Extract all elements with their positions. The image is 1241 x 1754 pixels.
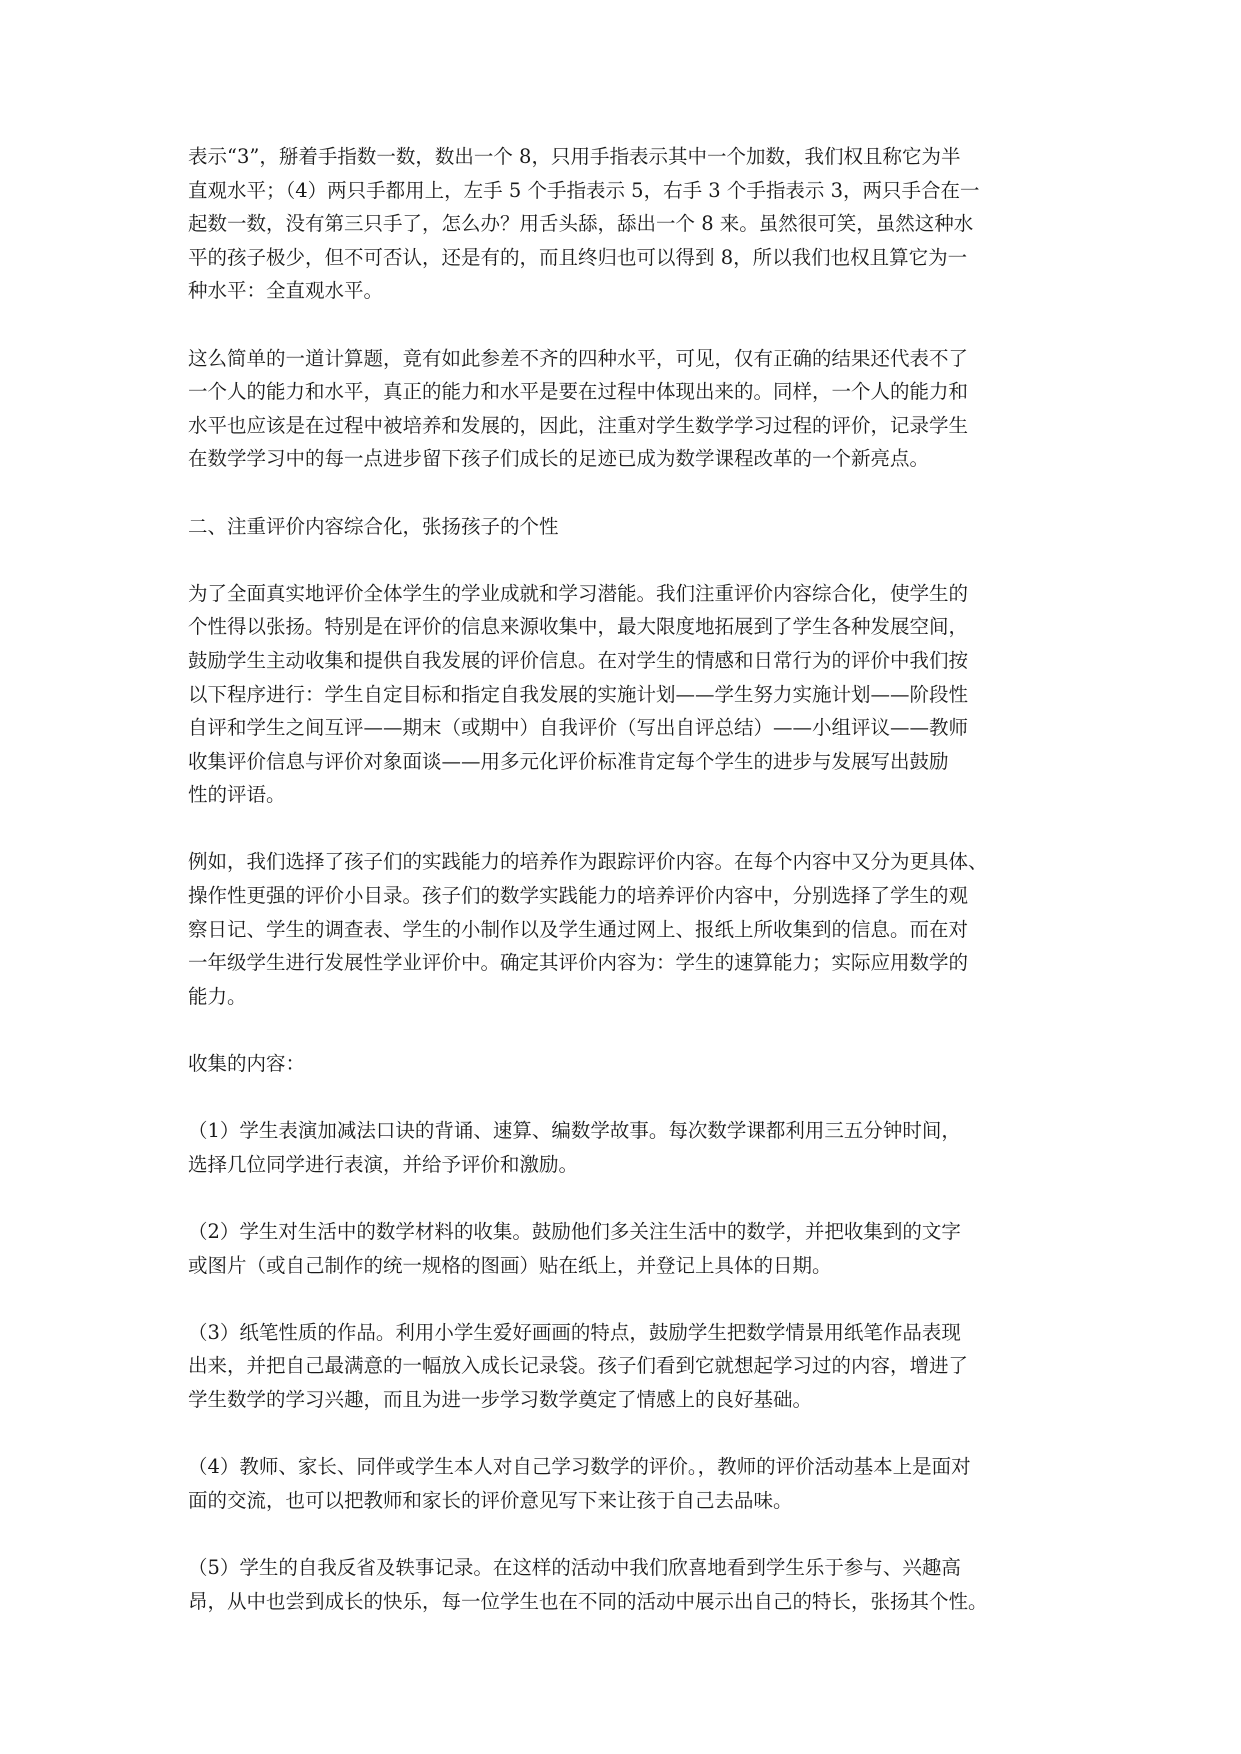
text-line: 察日记、学生的调查表、学生的小制作以及学生通过网上、报纸上所收集到的信息。而在对 <box>188 917 969 941</box>
text-line: 面的交流，也可以把教师和家长的评价意见写下来让孩于自己去品味。 <box>188 1488 793 1512</box>
paragraph-four-levels <box>188 342 1058 476</box>
text-line: （5）学生的自我反省及轶事记录。在这样的活动中我们欣喜地看到学生乐于参与、兴趣高 <box>188 1555 961 1579</box>
list-item-5 <box>188 1551 1058 1618</box>
section-heading <box>188 510 1058 544</box>
paragraph-example <box>188 845 1058 1013</box>
text-line: 选择几位同学进行表演，并给予评价和激励。 <box>188 1152 579 1176</box>
text-line: 个性得以张扬。特别是在评价的信息来源收集中，最大限度地拓展到了学生各种发展空间， <box>188 615 969 639</box>
text-line: 昂，从中也尝到成长的快乐，每一位学生也在不同的活动中展示出自己的特长，张扬其个性。 <box>188 1589 988 1613</box>
text-line: 一年级学生进行发展性学业评价中。确定其评价内容为：学生的速算能力；实际应用数学的 <box>188 951 969 975</box>
text-line: 能力。 <box>188 984 247 1008</box>
text-line: 起数一数，没有第三只手了，怎么办？用舌头舔，舔出一个 8 来。虽然很可笑，虽然这种水 <box>188 212 974 236</box>
text-line: 表示“3”，掰着手指数一数，数出一个 8，只用手指表示其中一个加数，我们权且称它为半 <box>188 145 961 168</box>
text-line: 操作性更强的评价小目录。孩子们的数学实践能力的培养评价内容中，分别选择了学生的观 <box>188 884 969 908</box>
text-line: （4）教师、家长、同伴或学生本人对自己学习数学的评价。，教师的评价活动基本上是面对 <box>188 1455 971 1479</box>
document-page <box>188 140 1058 1652</box>
text-line: （2）学生对生活中的数学材料的收集。鼓励他们多关注生活中的数学，并把收集到的文字 <box>188 1220 961 1243</box>
text-line: 水平也应该是在过程中被培养和发展的，因此，注重对学生数学学习过程的评价，记录学生 <box>188 413 969 437</box>
text-line: 或图片（或自己制作的统一规格的图画）贴在纸上，并登记上具体的日期。 <box>188 1253 832 1277</box>
paragraph-comprehensive-evaluation <box>188 577 1058 812</box>
list-item-3 <box>188 1316 1058 1417</box>
text-line: 收集评价信息与评价对象面谈——用多元化评价标准肯定每个学生的进步与发展写出鼓励 <box>188 749 949 773</box>
paragraph-continued-levels <box>188 140 1058 308</box>
text-line: 在数学学习中的每一点进步留下孩子们成长的足迹已成为数学课程改革的一个新亮点。 <box>188 447 930 471</box>
text-line: 一个人的能力和水平，真正的能力和水平是要在过程中体现出来的。同样，一个人的能力和 <box>188 380 969 404</box>
text-line: 鼓励学生主动收集和提供自我发展的评价信息。在对学生的情感和日常行为的评价中我们按 <box>188 648 969 672</box>
text-line: 收集的内容： <box>188 1052 306 1076</box>
text-line: 直观水平；（4）两只手都用上，左手 5 个手指表示 5，右手 3 个手指表示 3，两只手合在一 <box>188 178 980 202</box>
text-line: 种水平：全直观水平。 <box>188 279 384 303</box>
heading-text: 二、注重评价内容综合化，张扬孩子的个性 <box>188 514 559 538</box>
list-item-2 <box>188 1215 1058 1282</box>
text-line: 自评和学生之间互评——期末（或期中）自我评价（写出自评总结）——小组评议——教师 <box>188 716 969 740</box>
list-item-4 <box>188 1450 1058 1517</box>
text-line: （3）纸笔性质的作品。利用小学生爱好画画的特点，鼓励学生把数学情景用纸笔作品表现 <box>188 1320 961 1344</box>
text-line: 学生数学的学习兴趣，而且为进一步学习数学奠定了情感上的良好基础。 <box>188 1387 813 1411</box>
text-line: 性的评语。 <box>188 783 286 807</box>
text-line: 为了全面真实地评价全体学生的学业成就和学习潜能。我们注重评价内容综合化，使学生的 <box>188 581 969 605</box>
collected-content-label <box>188 1047 1058 1081</box>
text-line: 平的孩子极少，但不可否认，还是有的，而且终归也可以得到 8，所以我们也权且算它为一 <box>188 245 968 269</box>
text-line: 这么简单的一道计算题，竟有如此参差不齐的四种水平，可见，仅有正确的结果还代表不了 <box>188 346 969 370</box>
list-item-1 <box>188 1114 1058 1181</box>
text-line: （1）学生表演加减法口诀的背诵、速算、编数学故事。每次数学课都利用三五分钟时间， <box>188 1119 961 1143</box>
text-line: 出来，并把自己最满意的一幅放入成长记录袋。孩子们看到它就想起学习过的内容，增进了 <box>188 1354 969 1378</box>
text-line: 例如，我们选择了孩子们的实践能力的培养作为跟踪评价内容。在每个内容中又分为更具体、 <box>188 850 988 874</box>
text-line: 以下程序进行：学生自定目标和指定自我发展的实施计划——学生努力实施计划——阶段性 <box>188 682 969 706</box>
